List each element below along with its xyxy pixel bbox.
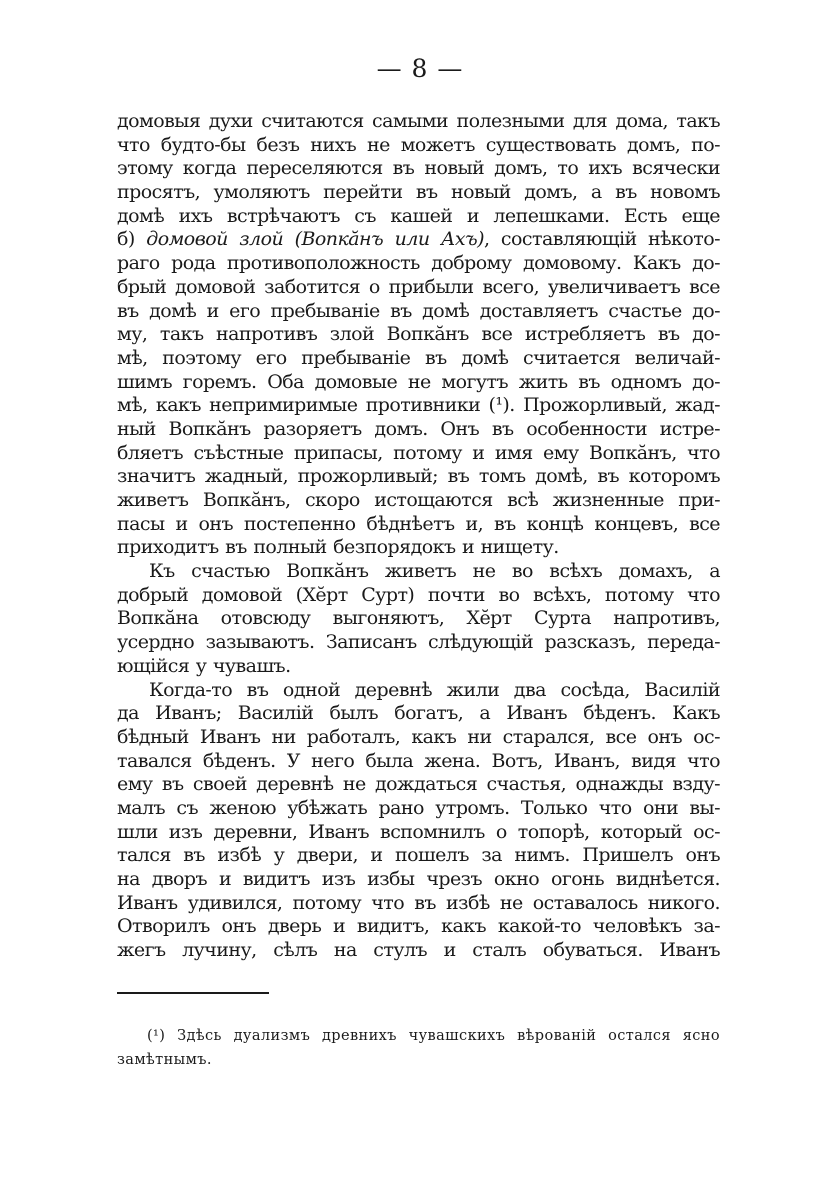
text-line: раго рода противоположность доброму домовому. Какъ до- [117, 252, 720, 275]
text-line: шимъ горемъ. Оба домовые не могутъ жить въ одномъ до- [117, 370, 720, 393]
text-line: ему въ своей деревнѣ не дождаться счастья, однажды взду- [117, 773, 720, 796]
page-number: — 8 — [376, 54, 464, 83]
body-text [117, 110, 720, 963]
text-line: на дворъ и видитъ изъ избы чрезъ окно огонь виднѣется. [117, 868, 720, 890]
text-line: му, такъ напротивъ злой Вопкăнъ все истребляетъ въ до- [117, 323, 720, 346]
footnote-line: (¹) Здѣсь дуализмъ древнихъ чувашскихъ вѣрованiй остался ясно [147, 1028, 720, 1044]
text-line: Когда-то въ одной деревнѣ жили два сосѣда, Василiй [149, 678, 720, 701]
text-line: Къ счастью Вопкăнъ живетъ не во всѣхъ домахъ, а [149, 560, 720, 583]
text-line: Вопкăна отовсюду выгоняютъ, Хĕрт Сурта напротивъ, [117, 607, 720, 630]
text-line: пасы и онъ постепенно бѣднѣетъ и, въ концѣ концевъ, все [117, 512, 720, 535]
text-line: жегъ лучину, сѣлъ на стулъ и сталъ обуваться. Иванъ [117, 939, 720, 962]
text-line: что будто-бы безъ нихъ не можетъ существовать домъ, по- [117, 133, 720, 156]
footnote [117, 1024, 720, 1072]
text-line: домовыя духи считаются самыми полезными для дома, такъ [117, 110, 720, 132]
text-line: усердно зазываютъ. Записанъ слѣдующiй разсказъ, переда- [117, 631, 720, 654]
text-line-with-italic: б) домовой злой (Вопкăнъ или Ахъ), составляющiй нѣкото- [117, 228, 720, 251]
text-line: тался въ избѣ у двери, и пошелъ за нимъ. Пришелъ онъ [117, 844, 720, 867]
text-line: этому когда переселяются въ новый домъ, то ихъ всячески [117, 157, 720, 180]
italic-term: домовой злой (Вопкăнъ или Ахъ) [146, 228, 484, 251]
text-line: приходитъ въ полный безпорядокъ и нищету. [117, 536, 559, 559]
text-line: брый домовой заботится о прибыли всего, увеличиваетъ все [117, 275, 720, 298]
text-line: шли изъ деревни, Иванъ вспомнилъ о топорѣ, который ос- [117, 820, 720, 843]
footnote-line: замѣтнымъ. [117, 1052, 212, 1068]
text-line: въ домѣ и его пребыванiе въ домѣ доставляетъ счастье до- [117, 299, 720, 322]
text-line: Иванъ удивился, потому что въ избѣ не оставалось никого. [117, 891, 720, 914]
text-line: Отворилъ онъ дверь и видитъ, какъ какой-то человѣкъ за- [117, 915, 720, 938]
text-line: мѣ, поэтому его пребыванiе въ домѣ считается величай- [117, 346, 720, 369]
text-line: малъ съ женою убѣжать рано утромъ. Только что они вы- [117, 796, 720, 819]
text-line: мѣ, какъ непримиримые противники (¹). Прожорливый, жад- [117, 394, 720, 417]
text-line: бляетъ съѣстные припасы, потому и имя ему Вопкăнъ, что [117, 441, 720, 464]
footnote-separator [117, 992, 269, 994]
text-line: бѣдный Иванъ ни работалъ, какъ ни старался, все онъ ос- [117, 725, 720, 748]
text-line: значитъ жадный, прожорливый; въ томъ домѣ, въ которомъ [117, 465, 720, 488]
text-line: тавался бѣденъ. У него была жена. Вотъ, Иванъ, видя что [117, 749, 720, 772]
text-line: живетъ Вопкăнъ, скоро истощаются всѣ жизненные при- [117, 489, 720, 511]
text-line: да Иванъ; Василiй былъ богатъ, а Иванъ бѣденъ. Какъ [117, 702, 720, 725]
text-line: просятъ, умоляютъ перейти въ новый домъ, а въ новомъ [117, 181, 720, 204]
text-line: ющiйся у чувашъ. [117, 654, 291, 677]
text-line: ный Вопкăнъ разоряетъ домъ. Онъ въ особенности истре- [117, 417, 720, 440]
text-line: добрый домовой (Хĕрт Сурт) почти во всѣхъ, потому что [117, 583, 720, 606]
text-line: домѣ ихъ встрѣчаютъ съ кашей и лепешками. Есть еще [117, 204, 720, 227]
